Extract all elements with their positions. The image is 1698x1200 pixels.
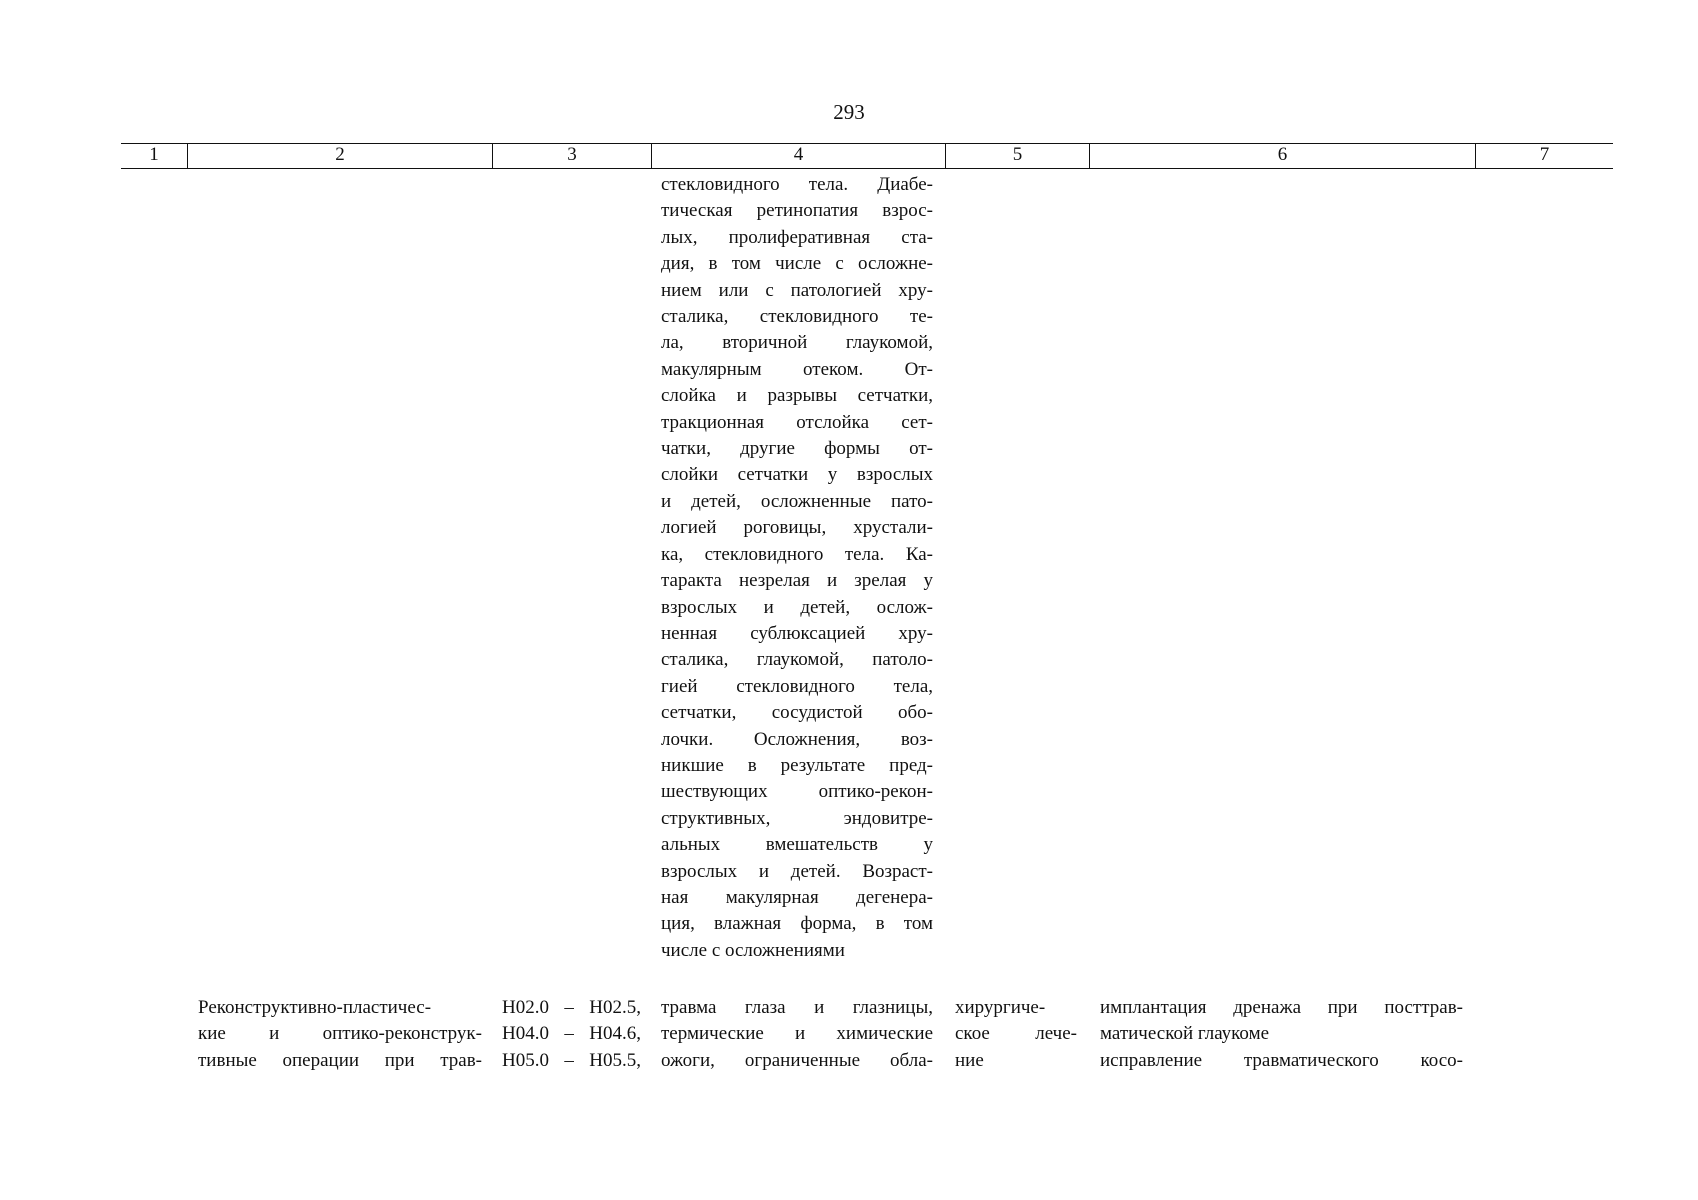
text-line: сталика, глаукомой, патоло- <box>661 649 933 671</box>
text-line: тракционная отслойка сет- <box>661 411 933 433</box>
text-line: и детей, осложненные пато- <box>661 490 933 512</box>
header-cell-2: 2 <box>187 144 492 168</box>
text-line: дия, в том числе с осложне- <box>661 253 933 275</box>
text-line: ние <box>955 1049 984 1071</box>
text-line: матической глаукоме <box>1100 1023 1270 1045</box>
table-header-row <box>121 143 1613 169</box>
text-line: хирургиче- <box>955 997 1046 1018</box>
text-line: чатки, другие формы от- <box>661 438 933 460</box>
text-line: лочки. Осложнения, воз- <box>661 728 933 750</box>
next-row-icd-codes <box>502 995 641 1074</box>
text-line: взрослых и детей, ослож- <box>661 596 933 618</box>
next-row-procedure-name <box>198 995 482 1074</box>
text-line: травма глаза и глазницы, <box>661 997 933 1018</box>
text-line: Реконструктивно-пластичес- <box>198 997 432 1018</box>
header-cell-4: 4 <box>651 144 945 168</box>
text-line: термические и химические <box>661 1023 933 1045</box>
text-line: ненная сублюксацией хру- <box>661 622 933 644</box>
text-line: слойка и разрывы сетчатки, <box>661 385 933 407</box>
next-row-diagnosis <box>661 995 933 1074</box>
next-row-treatment-method <box>1100 995 1463 1074</box>
text-line: ка, стекловидного тела. Ка- <box>661 543 933 565</box>
text-line: ция, влажная форма, в том <box>661 913 933 935</box>
header-cell-6: 6 <box>1089 144 1475 168</box>
page-number: 293 <box>833 100 865 124</box>
header-cell-7: 7 <box>1475 144 1613 168</box>
text-line: ная макулярная дегенера- <box>661 886 933 908</box>
text-line: взрослых и детей. Возраст- <box>661 860 933 882</box>
text-line: ское лече- <box>955 1023 1077 1045</box>
continued-diagnosis-text <box>661 172 933 964</box>
text-line: сталика, стекловидного те- <box>661 306 933 328</box>
text-line: макулярным отеком. От- <box>661 358 933 380</box>
text-line: тическая ретинопатия взрос- <box>661 200 933 222</box>
text-line: ожоги, ограниченные обла- <box>661 1049 933 1071</box>
text-line: исправление травматического косо- <box>1100 1049 1463 1071</box>
text-line: нием или с патологией хру- <box>661 279 933 301</box>
text-line: тивные операции при трав- <box>198 1049 482 1071</box>
text-line: структивных, эндовитре- <box>661 807 933 829</box>
text-line: гией стекловидного тела, <box>661 675 933 697</box>
header-cell-3: 3 <box>492 144 651 168</box>
text-line: H05.0 – H05.5, <box>502 1049 641 1071</box>
text-line: числе с осложнениями <box>661 939 845 961</box>
text-line: сетчатки, сосудистой обо- <box>661 702 933 724</box>
text-line: имплантация дренажа при посттрав- <box>1100 997 1463 1018</box>
header-cell-5: 5 <box>945 144 1089 168</box>
text-line: никшие в результате пред- <box>661 754 933 776</box>
text-line: шествующих оптико-рекон- <box>661 781 933 803</box>
text-line: альных вмешательств у <box>661 834 933 856</box>
text-line: лых, пролиферативная ста- <box>661 226 933 248</box>
header-cell-1: 1 <box>149 144 159 165</box>
text-line: слойки сетчатки у взрослых <box>661 464 933 486</box>
text-line: H02.0 – H02.5, <box>502 997 641 1018</box>
text-line: кие и оптико-реконструк- <box>198 1023 482 1045</box>
text-line: H04.0 – H04.6, <box>502 1023 641 1045</box>
text-line: логией роговицы, хрустали- <box>661 517 933 539</box>
next-row-treatment-type <box>955 995 1077 1074</box>
text-line: стекловидного тела. Диабе- <box>661 174 933 195</box>
text-line: ла, вторичной глаукомой, <box>661 332 933 354</box>
text-line: таракта незрелая и зрелая у <box>661 570 933 592</box>
